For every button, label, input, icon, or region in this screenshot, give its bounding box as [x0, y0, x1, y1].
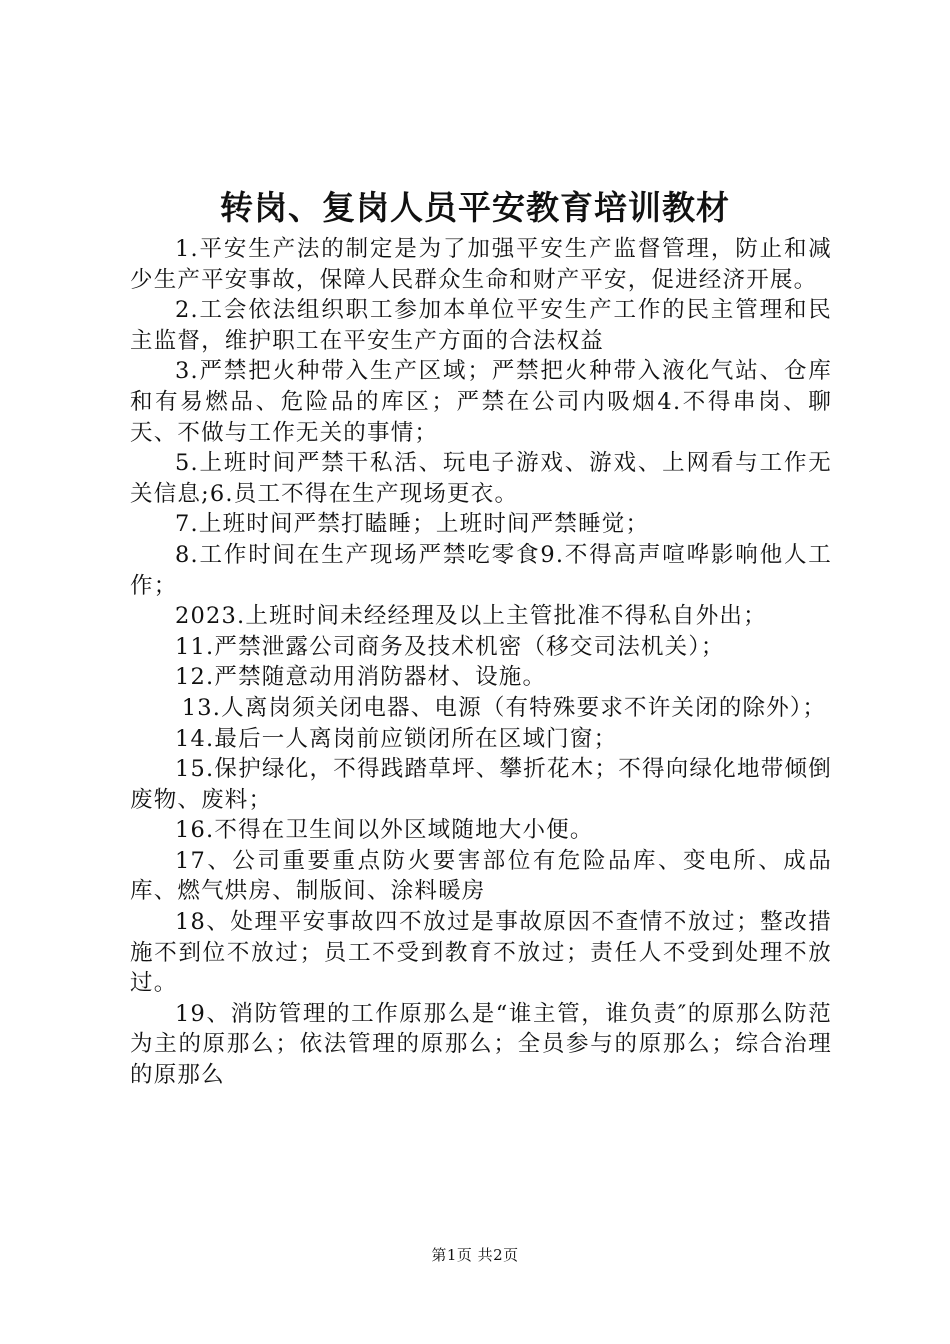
paragraph-8: 8.工作时间在生产现场严禁吃零食9.不得高声喧哗影响他人工作； [130, 541, 832, 599]
paragraph-19: 19、消防管理的工作原那么是“谁主管，谁负责″的原那么防范为主的原那么；依法管理的原那么；全员参与的原那么；综合治理的原那么 [130, 1000, 832, 1089]
paragraph-5: 5.上班时间严禁干私活、玩电子游戏、游戏、上网看与工作无关信息;6.员工不得在生产现场更衣。 [130, 450, 832, 507]
document-title: 转岗、复岗人员平安教育培训教材 [220, 188, 730, 227]
paragraph-11: 11.严禁泄露公司商务及技术机密（移交司法机关）； [175, 633, 725, 660]
paragraph-7: 7.上班时间严禁打瞌睡；上班时间严禁睡觉； [175, 511, 650, 538]
paragraph-3: 3.严禁把火种带入生产区域；严禁把火种带入液化气站、仓库和有易燃品、危险品的库区；严禁在公司内吸烟4.不得串岗、聊天、不做与工作无关的事情； [130, 358, 832, 446]
paragraph-12: 12.严禁随意动用消防器材、设施。 [175, 664, 547, 691]
paragraph-17: 17、公司重要重点防火要害部位有危险品库、变电所、成品库、燃气烘房、制版间、涂料暖房 [130, 847, 832, 905]
paragraph-15: 15.保护绿化，不得践踏草坪、攀折花木；不得向绿化地带倾倒废物、废料； [130, 756, 832, 813]
document-body [130, 234, 832, 1091]
paragraph-14: 14.最后一人离岗前应锁闭所在区域门窗； [175, 725, 618, 752]
paragraph-10: 2023.上班时间未经经理及以上主管批准不得私自外出； [175, 603, 767, 630]
paragraph-13: 13.人离岗须关闭电器、电源（有特殊要求不许关闭的除外）； [181, 694, 827, 721]
page-footer: 第1页 共2页 [431, 1246, 519, 1264]
paragraph-2: 2.工会依法组织职工参加本单位平安生产工作的民主管理和民主监督，维护职工在平安生产方面的合法权益 [130, 297, 832, 354]
paragraph-16: 16.不得在卫生间以外区域随地大小便。 [175, 817, 594, 844]
paragraph-1: 1.平安生产法的制定是为了加强平安生产监督管理，防止和减少生产平安事故，保障人民群众生命和财产平安，促进经济开展。 [130, 236, 832, 293]
paragraph-18: 18、处理平安事故四不放过是事故原因不查情不放过；整改措施不到位不放过；员工不受到教育不放过；责任人不受到处理不放过。 [130, 909, 832, 997]
